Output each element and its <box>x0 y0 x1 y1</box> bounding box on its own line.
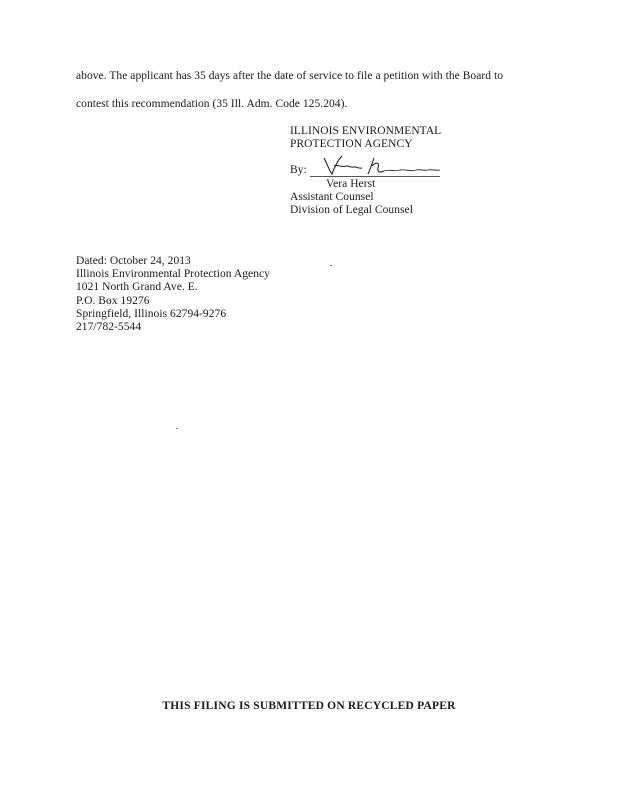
agency-name-line-2: PROTECTION AGENCY <box>290 138 413 150</box>
street-line: 1021 North Grand Ave. E. <box>76 281 198 294</box>
signature-line <box>310 176 440 177</box>
recycled-paper-notice: THIS FILING IS SUBMITTED ON RECYCLED PAPER <box>162 700 456 712</box>
signer-division: Division of Legal Counsel <box>290 204 413 216</box>
org-line: Illinois Environmental Protection Agency <box>76 268 270 281</box>
scan-speck <box>176 428 178 429</box>
handwritten-signature <box>320 152 445 178</box>
city-line: Springfield, Illinois 62794-9276 <box>76 307 227 320</box>
agency-name-line-1: ILLINOIS ENVIRONMENTAL <box>290 125 442 137</box>
agency-name <box>290 125 441 151</box>
signer-name: Vera Herst <box>326 178 376 190</box>
by-label: By: <box>290 164 307 176</box>
po-box-line: P.O. Box 19276 <box>76 294 150 307</box>
date-line: Dated: October 24, 2013 <box>76 255 191 267</box>
body-text-line-2: contest this recommendation (35 Ill. Adm. Code 125.204). <box>76 98 348 110</box>
phone-line: 217/782-5544 <box>76 321 142 334</box>
address-block <box>76 255 270 334</box>
signer-title: Assistant Counsel <box>290 191 374 203</box>
body-text-line-1: above. The applicant has 35 days after the date of service to file a petition with the Board to <box>76 70 504 82</box>
signer-block <box>290 178 413 217</box>
scan-speck <box>330 265 332 266</box>
